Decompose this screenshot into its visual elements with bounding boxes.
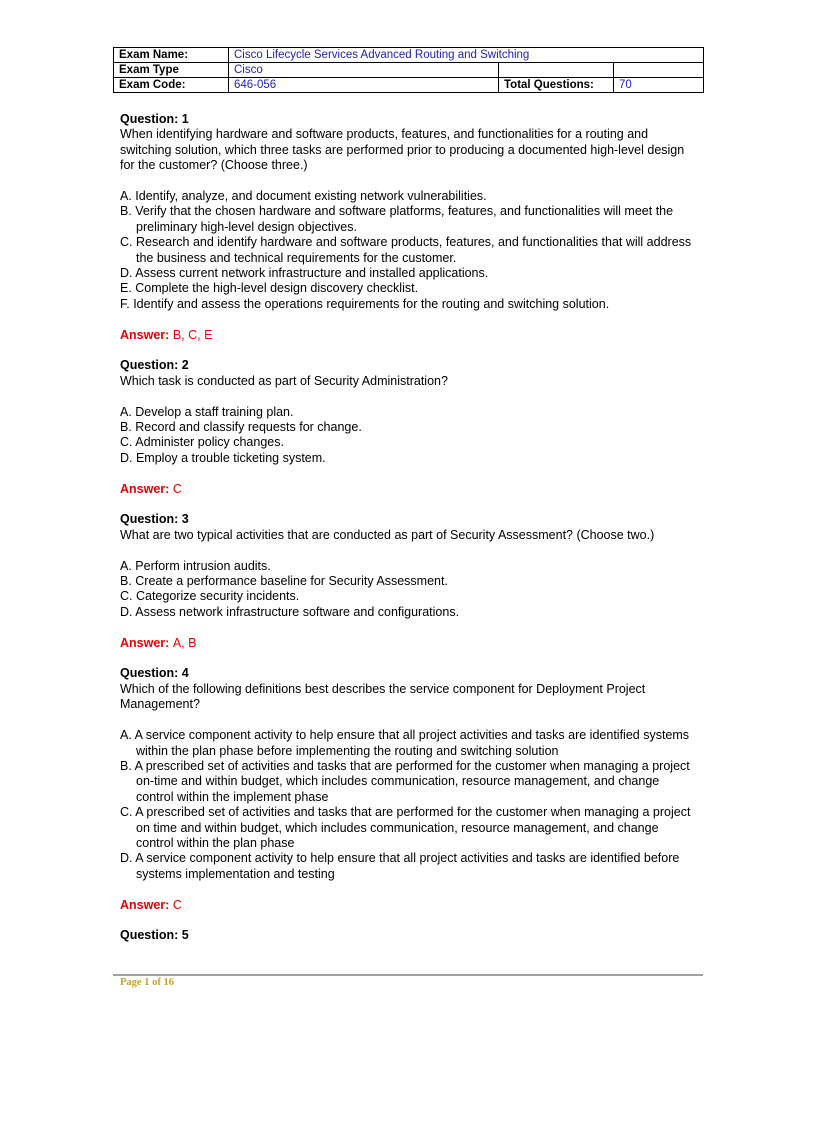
answer-value: A, B <box>172 635 197 650</box>
answer-label: Answer: <box>120 327 170 342</box>
total-questions-label: Total Questions: <box>499 78 614 93</box>
exam-info-table <box>113 47 704 93</box>
question-block <box>120 112 695 358</box>
answer-option: A. A service component activity to help ensure that all project activities and tasks are identified systems within the plan phase before implementing the routing and switching solution <box>120 728 690 758</box>
answer-value: C <box>172 481 182 496</box>
question-heading: Question: 2 <box>120 358 189 373</box>
answer-option: A. Develop a staff training plan. <box>120 404 294 419</box>
exam-type-label: Exam Type <box>114 63 229 78</box>
exam-type-value: Cisco <box>229 63 499 78</box>
footer-divider <box>113 974 703 976</box>
question-text: Which of the following definitions best describes the service component for Deployment Project Management? <box>120 681 646 712</box>
question-text: What are two typical activities that are conducted as part of Security Assessment? (Choose two.) <box>120 527 655 542</box>
question-block <box>120 666 695 928</box>
exam-code-label: Exam Code: <box>114 78 229 93</box>
correct-answer <box>120 328 695 343</box>
exam-code-value: 646-056 <box>229 78 499 93</box>
answer-option: C. Research and identify hardware and software products, features, and functionalities that will address the business and technical requirements for the customer. <box>120 235 692 265</box>
answer-option: A. Perform intrusion audits. <box>120 558 271 573</box>
question-heading: Question: 4 <box>120 666 189 681</box>
answer-value: C <box>172 897 182 912</box>
empty-cell <box>499 63 614 78</box>
answer-option: D. Employ a trouble ticketing system. <box>120 450 326 465</box>
exam-name-row <box>114 48 704 63</box>
answer-option: C. A prescribed set of activities and tasks that are performed for the customer when managing a project on time and within budget, which includes communication, resource management, and change control within the plan phase <box>120 805 691 850</box>
question-heading: Question: 1 <box>120 112 189 126</box>
answer-label: Answer: <box>120 481 170 496</box>
answer-value: B, C, E <box>172 327 213 342</box>
answer-option: A. Identify, analyze, and document existing network vulnerabilities. <box>120 189 487 204</box>
exam-name-value: Cisco Lifecycle Services Advanced Routing and Switching <box>229 48 704 63</box>
total-questions-value: 70 <box>614 78 704 93</box>
answer-option: E. Complete the high-level design discovery checklist. <box>120 281 419 296</box>
question-text: Which task is conducted as part of Security Administration? <box>120 373 448 388</box>
question-block <box>120 928 695 943</box>
answer-option: F. Identify and assess the operations requirements for the routing and switching solution. <box>120 296 610 311</box>
page-number: Page 1 of 16 <box>120 977 174 988</box>
question-text: When identifying hardware and software products, features, and functionalities for a routing and switching solution, which three tasks are performed prior to producing a documented high-level design for the customer? (Choose three.) <box>120 127 685 173</box>
answer-option: D. Assess network infrastructure software and configurations. <box>120 604 460 619</box>
correct-answer <box>120 636 695 651</box>
question-block <box>120 358 695 512</box>
exam-type-row <box>114 63 704 78</box>
empty-cell <box>614 63 704 78</box>
answer-label: Answer: <box>120 635 170 650</box>
correct-answer <box>120 482 695 497</box>
exam-code-row <box>114 78 704 93</box>
answer-option: B. A prescribed set of activities and tasks that are performed for the customer when managing a project on-time and within budget, which includes communication, resource management, and change control within the implement phase <box>120 758 690 804</box>
answer-option: C. Administer policy changes. <box>120 435 284 450</box>
answer-label: Answer: <box>120 897 170 912</box>
question-block <box>120 512 695 666</box>
exam-name-label: Exam Name: <box>114 48 229 63</box>
question-list <box>120 112 695 944</box>
question-heading: Question: 5 <box>120 928 189 943</box>
answer-option: B. Record and classify requests for change. <box>120 420 362 435</box>
question-heading: Question: 3 <box>120 512 189 527</box>
answer-option: D. A service component activity to help ensure that all project activities and tasks are identified before systems implementation and testing <box>120 851 680 881</box>
correct-answer <box>120 898 695 913</box>
answer-option: B. Verify that the chosen hardware and software platforms, features, and functionalities will meet the preliminary high-level design objectives. <box>120 204 674 234</box>
answer-option: B. Create a performance baseline for Security Assessment. <box>120 574 448 589</box>
answer-option: D. Assess current network infrastructure and installed applications. <box>120 266 489 281</box>
answer-option: C. Categorize security incidents. <box>120 589 300 604</box>
